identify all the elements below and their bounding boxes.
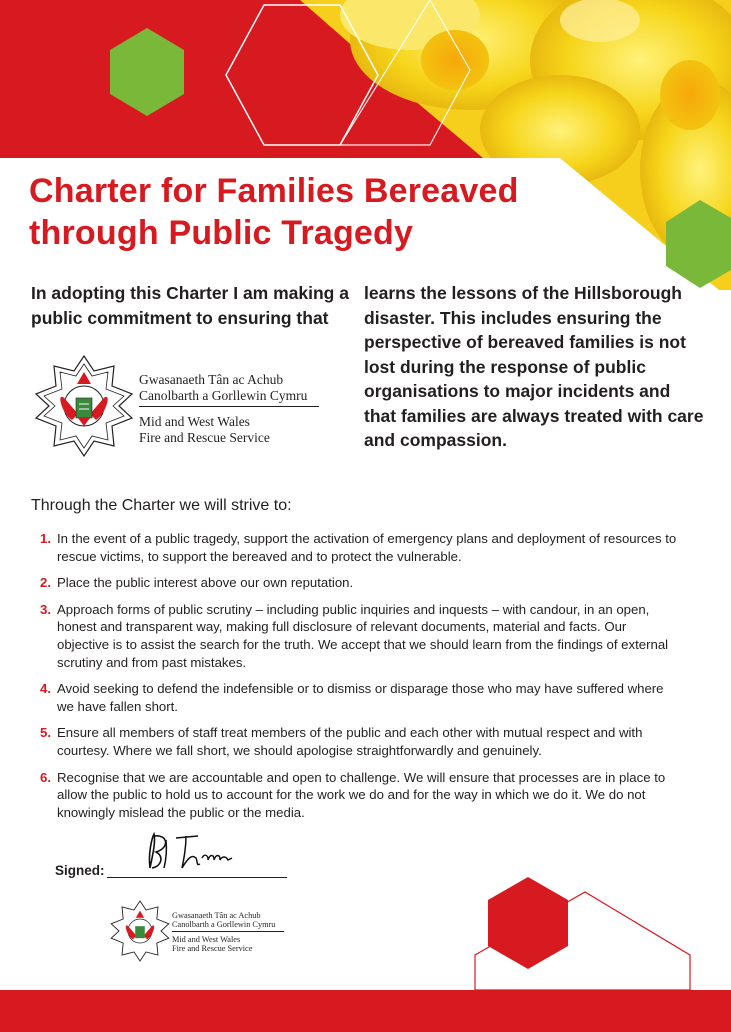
handwritten-signature [140, 828, 240, 876]
intro-left-text: In adopting this Charter I am making a public commitment to ensuring that [31, 283, 349, 328]
logo-welsh-line-2: Canolbarth a Gorllewin Cymru [139, 388, 308, 403]
small-logo-divider [172, 931, 284, 932]
list-item [40, 769, 680, 822]
fire-crest-icon [34, 355, 134, 457]
commitments-list [40, 530, 680, 830]
item-text: Recognise that we are accountable and open to challenge. We will ensure that processes are in place to allow the public to hold us to account for the work we do and for the way in which we do it. We do not knowingly mislead the public or the media. [57, 769, 666, 820]
title-line-1: Charter for Families Bereaved [29, 172, 519, 210]
item-text: Place the public interest above our own reputation. [57, 575, 354, 591]
item-number: 3. [40, 601, 51, 617]
item-number: 1. [40, 531, 51, 546]
page-title [29, 170, 589, 254]
small-logo-english-line-1: Mid and West Wales [172, 935, 241, 944]
fire-service-logo [34, 355, 344, 457]
item-number: 4. [40, 681, 51, 697]
item-number: 2. [40, 575, 51, 591]
signature-line [107, 877, 287, 878]
signed-label: Signed: [55, 863, 105, 878]
list-item [40, 574, 680, 592]
logo-welsh-line-1: Gwasanaeth Tân ac Achub [139, 372, 284, 387]
small-logo-welsh-line-2: Canolbarth a Gorllewin Cymru [172, 920, 276, 929]
item-text: Avoid seeking to defend the indefensible or to dismiss or disparage those who may have suffered where we have fallen short. [57, 681, 664, 714]
logo-english-line-2: Fire and Rescue Service [139, 430, 270, 445]
fire-service-logo-small [110, 900, 290, 965]
intro-right-text: learns the lessons of the Hillsborough disaster. This includes ensuring the perspective of bereaved families is not lost during the response of public organisations to major incidents and that families are always treated with care and compassion. [364, 283, 704, 450]
list-item [40, 530, 680, 565]
list-item [40, 601, 680, 671]
logo-divider [139, 406, 319, 407]
footer-red-band [0, 990, 731, 1032]
list-item [40, 724, 680, 759]
title-line-2: through Public Tragedy [29, 214, 414, 252]
small-logo-welsh-line-1: Gwasanaeth Tân ac Achub [172, 911, 261, 920]
item-text: In the event of a public tragedy, support the activation of emergency plans and deployment of resources to rescue victims, to support the bereaved and to protect the vulnerable. [57, 531, 677, 564]
item-number: 6. [40, 769, 51, 785]
small-logo-english-line-2: Fire and Rescue Service [172, 944, 253, 953]
item-text: Ensure all members of staff treat members of the public and each other with mutual respect and with courtesy. Where we fall short, we should apologise straightforwardly and genuinely. [57, 725, 643, 758]
list-item [40, 680, 680, 715]
item-text: Approach forms of public scrutiny – including public inquiries and inquests – with candour, in an open, honest and transparent way, making full disclosure of relevant documents, material and facts. Our objective is to assist the search for the truth. We accept that we should learn from the findings of external scrutiny and from past mistakes. [57, 601, 669, 670]
strive-heading: Through the Charter we will strive to: [31, 497, 292, 514]
logo-english-line-1: Mid and West Wales [139, 414, 250, 429]
fire-crest-small-icon [110, 900, 170, 962]
item-number: 5. [40, 725, 51, 741]
